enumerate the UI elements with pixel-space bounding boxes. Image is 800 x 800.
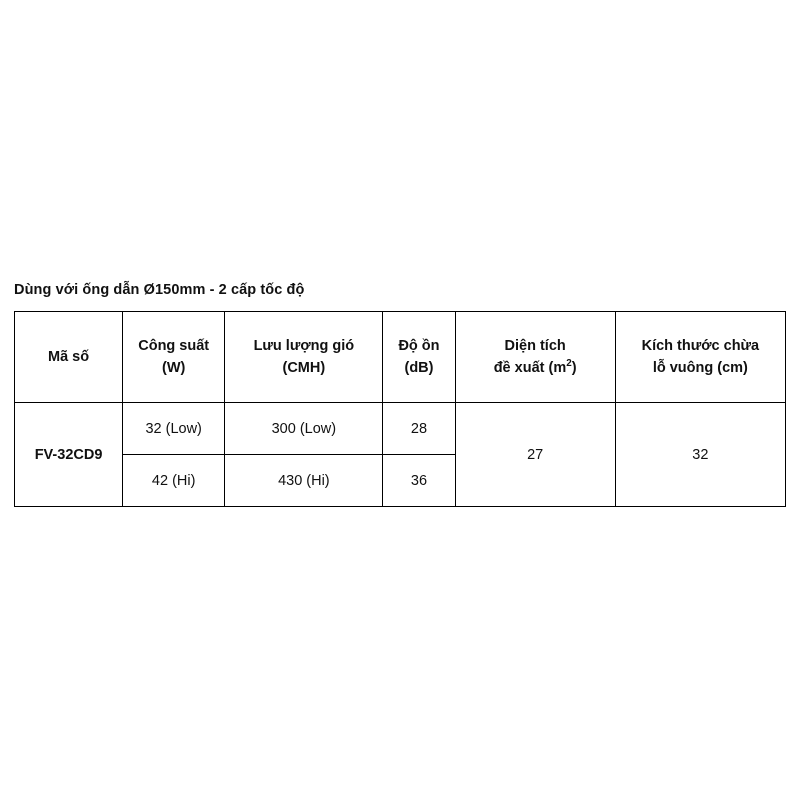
column-header-model-line1: Mã số bbox=[48, 349, 90, 366]
column-header-power bbox=[123, 312, 225, 403]
column-header-airflow-line2: (CMH) bbox=[282, 360, 326, 377]
table-header bbox=[15, 312, 786, 403]
column-header-area bbox=[455, 312, 615, 403]
column-header-area-line1: Diện tích bbox=[504, 337, 566, 354]
cell-area: 27 bbox=[455, 403, 615, 507]
spec-sheet bbox=[14, 282, 786, 507]
column-header-airflow-line1: Lưu lượng gió bbox=[253, 337, 355, 354]
table-header-row bbox=[15, 312, 786, 403]
specification-table bbox=[14, 311, 786, 507]
table-row bbox=[15, 403, 786, 455]
cell-airflow-low: 300 (Low) bbox=[225, 403, 383, 455]
column-header-area-line2-text: đề xuất (m bbox=[493, 360, 567, 377]
column-header-noise-line2: (dB) bbox=[404, 360, 434, 377]
cell-power-low: 32 (Low) bbox=[123, 403, 225, 455]
column-header-area-superscript: 2 bbox=[566, 358, 572, 370]
column-header-opening-size-line1: Kích thước chừa bbox=[641, 337, 760, 354]
cell-model: FV-32CD9 bbox=[15, 403, 123, 507]
column-header-power-line2: (W) bbox=[162, 360, 186, 377]
table-body bbox=[15, 403, 786, 507]
column-header-power-line1: Công suất bbox=[138, 337, 210, 354]
column-header-noise-line1: Độ ồn bbox=[398, 337, 440, 354]
cell-noise-hi: 36 bbox=[383, 455, 455, 507]
column-header-area-line2 bbox=[462, 357, 609, 379]
spec-title: Dùng với ống dẫn Ø150mm - 2 cấp tốc độ bbox=[14, 282, 305, 298]
column-header-area-line2-end: ) bbox=[571, 360, 577, 377]
column-header-noise bbox=[383, 312, 455, 403]
cell-power-hi: 42 (Hi) bbox=[123, 455, 225, 507]
cell-opening-size: 32 bbox=[615, 403, 785, 507]
column-header-airflow bbox=[225, 312, 383, 403]
column-header-model bbox=[15, 312, 123, 403]
cell-airflow-hi: 430 (Hi) bbox=[225, 455, 383, 507]
column-header-opening-size bbox=[615, 312, 785, 403]
column-header-opening-size-line2: lỗ vuông (cm) bbox=[652, 360, 748, 377]
cell-noise-low: 28 bbox=[383, 403, 455, 455]
